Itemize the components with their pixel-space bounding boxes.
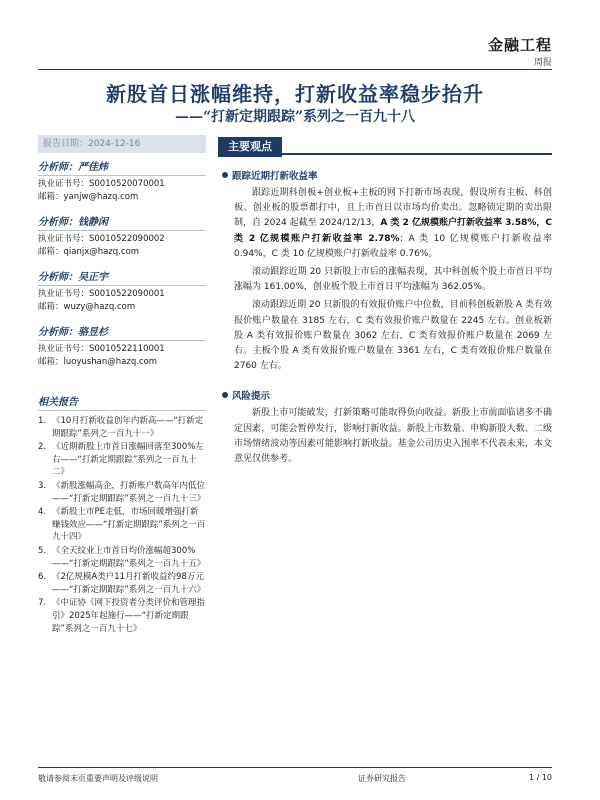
paragraph xyxy=(234,265,552,295)
footer-divider xyxy=(38,767,552,768)
analyst-block xyxy=(38,213,206,259)
body-text: 新股上市可能破发，打新策略可能取得负向收益。新股上市前面临诸多不确定因素，可能会暂停发行，影响打新收益。新股上市数量、申购新股人数、二级市场情绪波动等因素可能影响打新收益。基金公司历史入围率不代表未来，本文意见仅供参考。 xyxy=(234,408,552,465)
related-reports-title: 相关报告 xyxy=(38,393,206,411)
analyst-block xyxy=(38,268,206,314)
related-report-number: 6. xyxy=(38,572,47,583)
analyst-email: 邮箱：wuzy@hazq.com xyxy=(38,302,136,312)
footer-report-type: 证券研究报告 xyxy=(358,774,406,783)
highlight-text: A 类 2 亿规模账户打新收益率 3.58%，C 类 2 亿规模账户打新收益率 2.78% xyxy=(234,218,552,244)
section xyxy=(222,168,552,374)
related-report-item xyxy=(38,480,206,505)
section-heading-text: 风险提示 xyxy=(232,391,271,403)
analyst-cert: 执业证书号：S0010520070001 xyxy=(38,179,165,189)
paragraph xyxy=(234,186,552,262)
related-report-number: 5. xyxy=(38,545,47,556)
analyst-cert: 执业证书号：S0010522090001 xyxy=(38,289,165,299)
related-report-item xyxy=(38,571,206,596)
footer-disclaimer: 敬请参阅末页重要声明及评级说明 xyxy=(38,774,158,783)
related-report-item xyxy=(38,441,206,479)
analyst-block xyxy=(38,158,206,204)
related-report-title: 《2亿规模A类户11月打新收益约98万元——“打新定期跟踪”系列之一百九十六》 xyxy=(52,572,206,595)
main-views-header xyxy=(218,135,552,155)
analyst-name: 分析师：钱静闲 xyxy=(38,213,206,231)
brand-label: 金融工程 xyxy=(487,36,552,54)
analyst-email: 邮箱：qianjx@hazq.com xyxy=(38,247,140,257)
body-text: ；A 类 10 亿规模账户打新收益率 0.94%，C 类 10 亿规模账户打新收益率 0.76%。 xyxy=(234,233,552,259)
analyst-name: 分析师：严佳炜 xyxy=(38,158,206,176)
related-report-item xyxy=(38,415,206,440)
related-report-item xyxy=(38,506,206,544)
paragraph xyxy=(234,298,552,374)
report-date: 报告日期：2024-12-16 xyxy=(38,135,206,153)
analyst-block xyxy=(38,323,206,369)
section-heading xyxy=(222,388,552,402)
related-report-number: 1. xyxy=(38,416,47,426)
body-text: 滚动跟踪近期 20 只新股的有效报价账户中位数，目前科创板新股 A 类有效报价账户数量在 3185 左右，C 类有效报价账户数量在 2245 左右。创业板新股 A 类有效报价账户数量在 3062 左右，C 类有效报价账户数量在 2069 左右。主板个股 A 类有效报价账户数量在 3361 左右，C 类有效报价账户数量在 2760 左右。 xyxy=(234,300,552,372)
doc-type-label: 周报 xyxy=(533,58,552,68)
analyst-name: 分析师：骆昱杉 xyxy=(38,323,206,341)
analyst-cert: 执业证书号：S0010522110001 xyxy=(38,344,165,354)
analyst-name: 分析师：吴正宇 xyxy=(38,268,206,286)
section-heading xyxy=(222,168,552,182)
related-reports-list xyxy=(38,415,206,635)
report-title: 新股首日涨幅维持，打新收益率稳步抬升 xyxy=(106,82,484,106)
analyst-cert: 执业证书号：S0010522090002 xyxy=(38,234,165,244)
related-report-title: 《全天纹业上市首日均价涨幅超300%——“打新定期跟踪”系列之一百九十五》 xyxy=(52,545,206,569)
analyst-email: 邮箱：yanjw@hazq.com xyxy=(38,192,139,202)
main-views-tab: 主要观点 xyxy=(218,137,282,157)
related-report-title: 《新股涨幅高企，打新账户数高年内低位——“打新定期跟踪”系列之一百九十三》 xyxy=(52,480,206,504)
main-content xyxy=(222,168,552,470)
related-report-title: 《新股上市PE走低，市场回暖增强打新赚钱效应——“打新定期跟踪”系列之一百九十四》 xyxy=(52,507,206,543)
section xyxy=(222,388,552,467)
related-report-number: 7. xyxy=(38,598,47,609)
related-report-item xyxy=(38,545,206,570)
report-subtitle: ——“打新定期跟踪”系列之一百九十八 xyxy=(174,109,416,125)
related-report-title: 《10月打新收益创年内新高——“打新定期跟踪”系列之一百九十一》 xyxy=(52,416,204,439)
sidebar xyxy=(38,158,206,636)
related-report-title: 《中证协《网下投资者分类评价和管理指引》2025年起施行——“打新定期跟踪”系列之一百九十七》 xyxy=(52,598,206,634)
related-report-item xyxy=(38,597,206,635)
analyst-list xyxy=(38,158,206,369)
bullet-icon xyxy=(222,172,228,178)
related-report-number: 4. xyxy=(38,507,47,518)
page-number: 1 / 10 xyxy=(528,773,552,782)
related-report-number: 2. xyxy=(38,442,47,453)
bullet-icon xyxy=(222,392,228,398)
header-divider xyxy=(38,69,552,70)
section-heading-text: 跟踪近期打新收益率 xyxy=(232,171,318,182)
analyst-email: 邮箱：luoyushan@hazq.com xyxy=(38,357,158,367)
related-report-number: 3. xyxy=(38,480,47,491)
body-text: 跟踪近期科创板+创业板+主板的网下打新市场表现，假设所有主板、科创板、创业板的股票都打中，且上市首日以市场均价卖出。忽略锁定期的卖出限制，自 2024 起截至 2024/12/13， xyxy=(234,188,552,229)
body-text: 滚动跟踪近期 20 只新股上市后的涨幅表现，其中科创板个股上市首日平均涨幅为 161.00%，创业板个股上市首日平均涨幅为 362.05%。 xyxy=(234,267,552,293)
related-report-title: 《近期新股上市首日涨幅回落至300%左右——“打新定期跟踪”系列之一百九十二》 xyxy=(52,442,204,478)
paragraph xyxy=(234,406,552,467)
